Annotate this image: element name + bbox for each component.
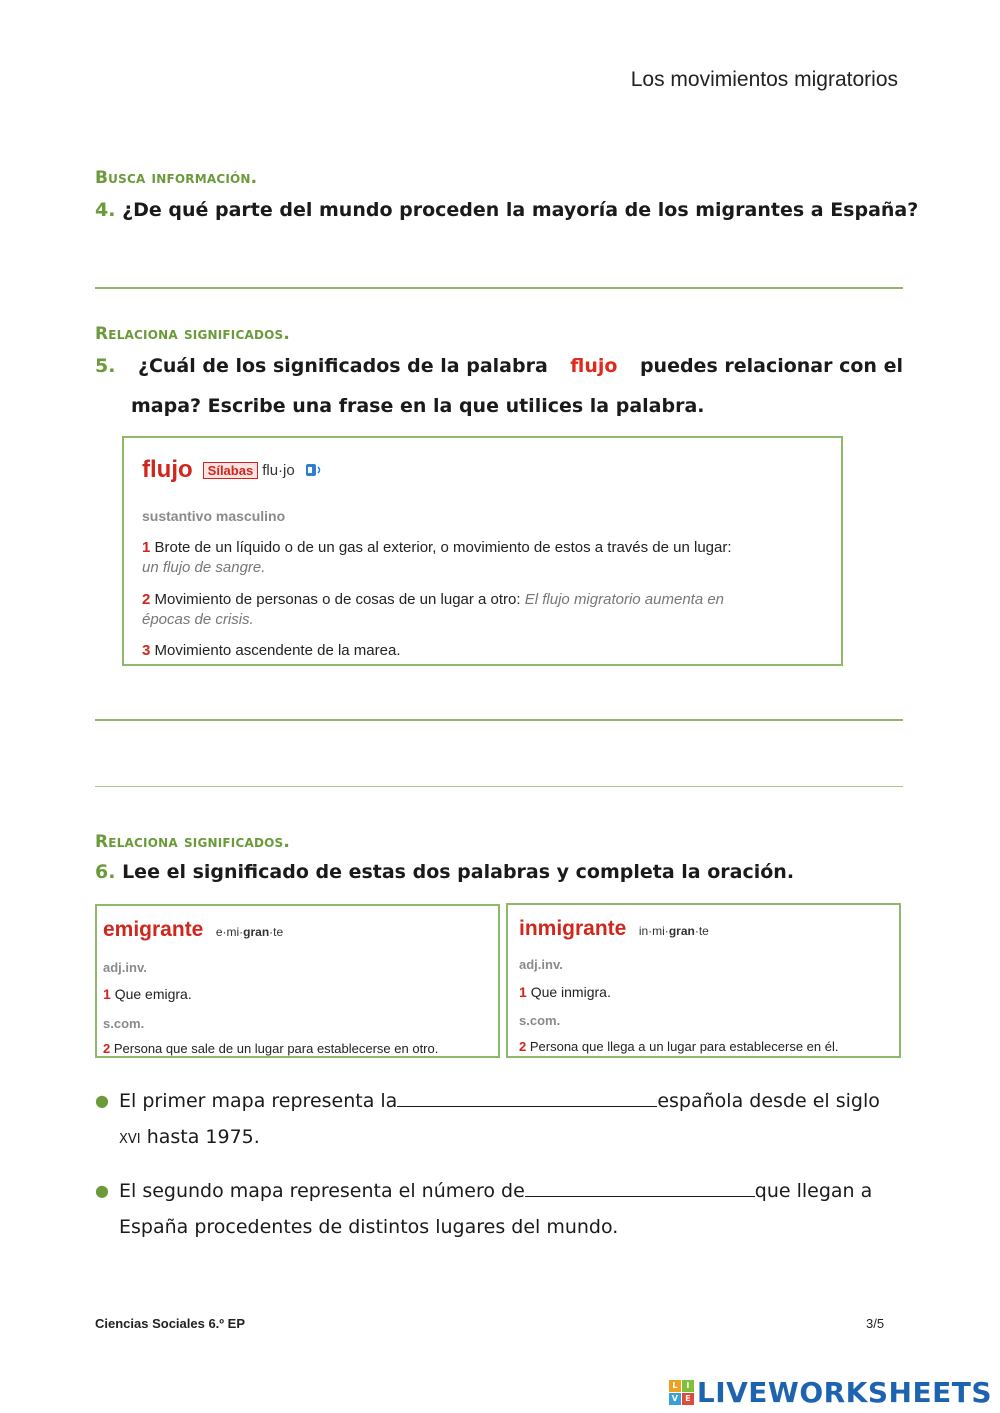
speaker-icon[interactable] bbox=[305, 463, 323, 477]
footer-subject: Ciencias Sociales 6.º EP bbox=[95, 1316, 245, 1331]
def-number: 1 bbox=[519, 984, 527, 1000]
dict-inmigrante-def1 bbox=[519, 984, 611, 1000]
syllable-part: in·mi· bbox=[638, 924, 669, 938]
dict-flujo-category: sustantivo masculino bbox=[142, 508, 286, 524]
page-header-title: Los movimientos migratorios bbox=[630, 68, 898, 91]
bullet-1-text-before: El primer mapa representa la bbox=[119, 1090, 398, 1112]
def-text: Movimiento de personas o de cosas de un lugar a otro: bbox=[154, 591, 521, 608]
dict-emigrante-cat2: s.com. bbox=[103, 1016, 145, 1031]
syllable-part: ·te bbox=[694, 924, 709, 938]
dict-flujo-def-3 bbox=[142, 642, 832, 659]
answer-line-q5-1[interactable] bbox=[95, 719, 903, 721]
bullet-2-text-after: que llegan a bbox=[754, 1180, 873, 1202]
def-number: 2 bbox=[142, 591, 151, 608]
question-6-text: Lee el significado de estas dos palabras y completa la oración. bbox=[122, 861, 795, 883]
question-4 bbox=[95, 199, 918, 221]
def-number: 2 bbox=[519, 1039, 527, 1054]
bullet-1-text-after: española desde el siglo bbox=[657, 1090, 880, 1112]
logo-letter: E bbox=[682, 1393, 694, 1405]
dictionary-entry-emigrante bbox=[95, 904, 500, 1058]
bullet-dot: ● bbox=[95, 1181, 109, 1200]
syllable-stressed: gran bbox=[243, 925, 270, 939]
syllable-part: e·mi· bbox=[215, 925, 244, 939]
dict-inmigrante-cat2: s.com. bbox=[519, 1013, 561, 1028]
logo-letter: V bbox=[669, 1393, 681, 1405]
question-5-line1 bbox=[95, 355, 903, 377]
bullet-1-line1 bbox=[119, 1086, 880, 1112]
dict-inmigrante-def2 bbox=[519, 1039, 838, 1054]
def-text: Movimiento ascendente de la marea. bbox=[154, 642, 401, 659]
question-5-highlight: flujo bbox=[570, 355, 618, 377]
dict-inmigrante-header bbox=[519, 917, 709, 941]
logo-letter: L bbox=[669, 1380, 681, 1392]
def-example: un flujo de sangre. bbox=[142, 559, 266, 576]
section-label-q5: Relaciona significados. bbox=[95, 324, 291, 344]
silabas-badge: Sílabas bbox=[203, 462, 259, 479]
bullet-2-line2: España procedentes de distintos lugares del mundo. bbox=[119, 1216, 619, 1238]
dict-inmigrante-word: inmigrante bbox=[519, 917, 627, 940]
dict-flujo-def-2 bbox=[142, 590, 832, 630]
dict-emigrante-def2 bbox=[103, 1041, 438, 1056]
question-5-text-after: puedes relacionar con el bbox=[639, 355, 903, 377]
def-number: 3 bbox=[142, 642, 151, 659]
syllable-part: ·te bbox=[269, 925, 284, 939]
liveworksheets-logo bbox=[669, 1376, 992, 1409]
question-5-number: 5. bbox=[95, 355, 116, 377]
def-number: 1 bbox=[142, 539, 151, 556]
def-number: 1 bbox=[103, 986, 111, 1002]
bullet-1-line2 bbox=[119, 1126, 260, 1148]
fill-blank-2[interactable] bbox=[525, 1176, 755, 1197]
dict-emigrante-def1 bbox=[103, 986, 192, 1002]
bullet-1-line2-text: hasta 1975. bbox=[146, 1126, 260, 1148]
bullet-2-text-before: El segundo mapa representa el número de bbox=[119, 1180, 525, 1202]
def-text: Persona que sale de un lugar para establecerse en otro. bbox=[113, 1041, 439, 1056]
dict-emigrante-cat1: adj.inv. bbox=[103, 960, 147, 975]
syllable-stressed: gran bbox=[668, 924, 695, 938]
fill-blank-1[interactable] bbox=[397, 1086, 657, 1107]
dict-inmigrante-cat1: adj.inv. bbox=[519, 957, 563, 972]
bullet-dot: ● bbox=[95, 1091, 109, 1110]
liveworksheets-grid-icon bbox=[669, 1380, 694, 1405]
def-number: 2 bbox=[103, 1041, 111, 1056]
dict-emigrante-word: emigrante bbox=[103, 918, 204, 941]
century-numeral: xvi bbox=[119, 1126, 141, 1148]
liveworksheets-wordmark: LIVEWORKSHEETS bbox=[696, 1376, 992, 1409]
answer-line-q4[interactable] bbox=[95, 287, 903, 289]
def-text: Que inmigra. bbox=[530, 984, 611, 1000]
dict-emigrante-header bbox=[103, 918, 283, 942]
def-text: Brote de un líquido o de un gas al exterior, o movimiento de estos a través de un lugar: bbox=[154, 539, 732, 556]
bullet-2-line1 bbox=[119, 1176, 872, 1202]
dict-flujo-header bbox=[142, 456, 323, 484]
dict-flujo-word: flujo bbox=[142, 456, 193, 483]
question-5-line2: mapa? Escribe una frase en la que utilices la palabra. bbox=[131, 395, 705, 417]
question-6-number: 6. bbox=[95, 861, 116, 883]
section-label-q6: Relaciona significados. bbox=[95, 832, 291, 852]
def-text: Que emigra. bbox=[114, 986, 192, 1002]
def-example: El flujo migratorio aumenta en bbox=[524, 591, 725, 608]
answer-line-q5-2[interactable] bbox=[95, 786, 903, 787]
footer-page-number: 3/5 bbox=[866, 1316, 885, 1331]
dictionary-entry-inmigrante bbox=[506, 903, 901, 1058]
question-4-text: ¿De qué parte del mundo proceden la mayoría de los migrantes a España? bbox=[122, 199, 919, 221]
def-text: Persona que llega a un lugar para establecerse en él. bbox=[529, 1039, 839, 1054]
question-4-number: 4. bbox=[95, 199, 116, 221]
question-5-text-before: ¿Cuál de los significados de la palabra bbox=[137, 355, 548, 377]
def-example-continued: épocas de crisis. bbox=[142, 611, 254, 628]
dict-inmigrante-syllables bbox=[639, 924, 709, 938]
question-6 bbox=[95, 861, 794, 883]
section-label-q4: Busca información. bbox=[95, 168, 258, 188]
dict-emigrante-syllables bbox=[216, 925, 283, 939]
dict-flujo-syllables: flu·jo bbox=[262, 461, 295, 479]
dict-flujo-def-1 bbox=[142, 538, 832, 578]
dictionary-entry-flujo bbox=[122, 436, 843, 666]
logo-letter: I bbox=[682, 1380, 694, 1392]
